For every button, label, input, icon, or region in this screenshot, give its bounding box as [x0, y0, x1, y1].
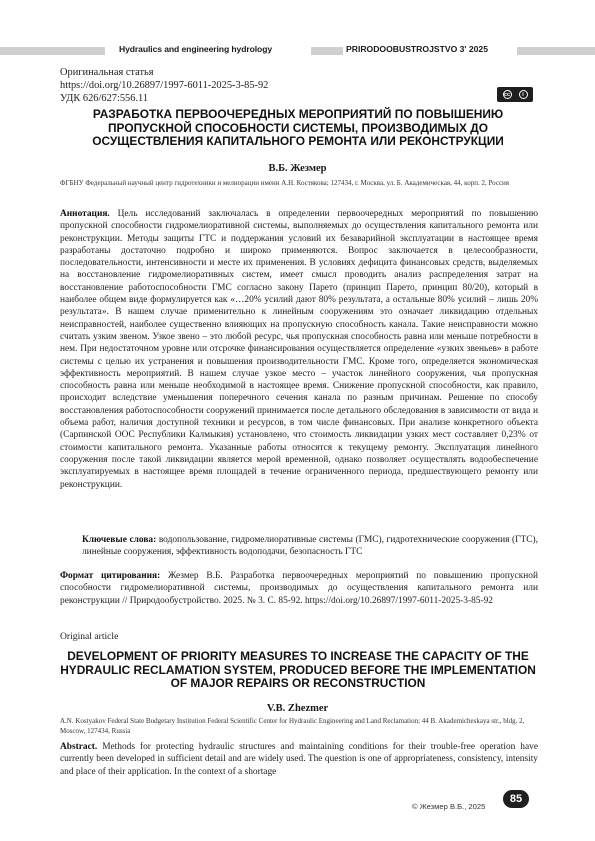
- abstract-text-ru: Цель исследований заключалась в определении первоочередных мероприятий по повышению пропускной способности гидромелиоративной системы, выполняемых до осуществления капитального ремонта или реконструкции. Методы защиты ГТС и поддержания условий их безаварийной эксплуатации в настоящее время разработаны достаточно подробно и широко применяются. Вопрос заключается в целесообразности, последовательности, интенсивности и месте их применения. В условиях дефицита финансовых средств, выделяемых на восстановление гидромелиоративных систем, имеет смысл проводить анализ распределения затрат на восстановление работоспособности ГМС согласно закону Парето (принцип Парето, принцип 80/20), который в наиболее общем виде формулируется как «…20% усилий дают 80% результата, а остальные 80% усилий – лишь 20% результата». В нашем случае применительно к линейным сооружениям это означает ликвидацию отдельных неисправностей, наиболее существенно влияющих на пропускную способность канала. Такие неисправности можно считать узким звеном. Узкое звено – это любой ресурс, чья пропускная способность равна или меньше потребности в нем. При недостаточном уровне или отсрочке финансирования осуществляется определение «узких звеньев» в работе системы с целью их устранения и повышения производительности ГМС. Кроме того, определяется экономическая эффективность мероприятий. В нашем случае узкое место – участок линейного сооружения, чья пропускная способность равна или меньше необходимой в настоящее время. Снижение пропускной способности, как правило, происходит вследствие уменьшения поперечного сечения канала по разным причинам. Решение по способу восстановления работоспособности сооружений принимается после детального обследования в зависимости от вида и объема работ, наличия доступной техники и ресурсов, в том числе финансовых. При анализе конкретного объекта (Сарпинской ООС Республики Калмыкия) установлено, что стоимость ликвидации узких мест составляет 0,23% от стоимости капитального ремонта. Указанные работы относятся к текущему ремонту. Эксплуатация линейного сооружения после такой ликвидации является мерой временной, однако позволяет осуществлять водообеспечение эксплуатируемых в настоящее время площадей в течение ограниченного периода, предшествующего ремонту или реконструкции.: [60, 209, 538, 490]
- article-meta: [60, 66, 268, 106]
- affiliation-en: A.N. Kostyakov Federal State Budgetary Institution Federal Scientific Center for Hydraulic Engineering and Land Reclamation; 44 B. Akademicheskaya str., bldg. 2, Moscow, 127434, Russia: [60, 717, 525, 735]
- article-title-ru: РАЗРАБОТКА ПЕРВООЧЕРЕДНЫХ МЕРОПРИЯТИЙ ПО ПОВЫШЕНИЮ ПРОПУСКНОЙ СПОСОБНОСТИ СИСТЕМЫ, ПРОИЗВОДИМЫХ ДО ОСУЩЕСТВЛЕНИЯ КАПИТАЛЬНОГО РЕМОНТА ИЛИ РЕКОНСТРУКЦИИ: [92, 107, 504, 149]
- doi-link[interactable]: https://doi.org/10.26897/1997-6011-2025-3-85-92: [60, 80, 269, 92]
- author-en: V.B. Zhezmer: [266, 703, 329, 714]
- udc-code: УДК 626/627:556.11: [60, 93, 149, 105]
- keywords-text-ru: водопользование, гидромелиоративные системы (ГМС), гидротехнические сооружения (ГТС), линейные сооружения, эффективность водоподачи, безопасность ГТС: [82, 535, 538, 558]
- header-bar-right: [517, 47, 595, 55]
- affiliation-ru: ФГБНУ Федеральный научный центр гидротехники и мелиорации имени А.Н. Костякова; 127434, г. Москва, ул. Б. Академическая, 44, корп. 2, Россия: [60, 179, 510, 187]
- abstract-label-ru: Аннотация.: [60, 209, 110, 219]
- abstract-label-en: Abstract.: [60, 742, 98, 752]
- abstract-ru: [60, 208, 538, 491]
- page-number: 85: [503, 790, 529, 808]
- article-type: Оригинальная статья: [60, 67, 154, 78]
- citation-text: Жезмер В.Б. Разработка первоочередных мероприятий по повышению пропускной способности гидромелиоративной системы, производимых до осуществления капитального ремонта или реконструкции // Природообустройство. 2025. № 3. С. 85-92. https://doi.org/10.26897/1997-6011-2025-3-85-92: [60, 571, 538, 606]
- header-journal-section: Hydraulics and engineering hydrology: [119, 44, 273, 54]
- abstract-en: [60, 741, 538, 778]
- keywords-label-ru: Ключевые слова:: [82, 535, 157, 545]
- article-type-en: Original article: [60, 631, 119, 642]
- running-header: [0, 41, 595, 61]
- citation-label: Формат цитирования:: [60, 571, 161, 581]
- author-ru: В.Б. Жезмер: [268, 163, 327, 174]
- header-journal-issue: PRIRODOOBUSTROJSTVO 3' 2025: [346, 44, 488, 54]
- by-person-icon: i: [519, 90, 528, 99]
- copyright-notice: © Жезмер В.Б., 2025: [412, 802, 486, 811]
- header-bar-left: [0, 47, 105, 55]
- cc-glyph-icon: cc: [503, 91, 511, 98]
- abstract-text-en: Methods for protecting hydraulic structures and maintaining conditions for their trouble-free operation have currently been developed in sufficient detail and are widely used. The question is one of appropriateness, consistency, intensity and place of their application. In the context of a shortage: [60, 742, 539, 777]
- article-title-en: DEVELOPMENT OF PRIORITY MEASURES TO INCREASE THE CAPACITY OF THE HYDRAULIC RECLAMATION SYSTEM, PRODUCED BEFORE THE IMPLEMENTATION OF MAJOR REPAIRS OR RECONSTRUCTION: [60, 649, 536, 691]
- keywords-ru: [82, 534, 538, 559]
- citation-format: [60, 570, 538, 607]
- header-bar-middle: [311, 47, 343, 55]
- cc-by-icon[interactable]: [497, 87, 533, 102]
